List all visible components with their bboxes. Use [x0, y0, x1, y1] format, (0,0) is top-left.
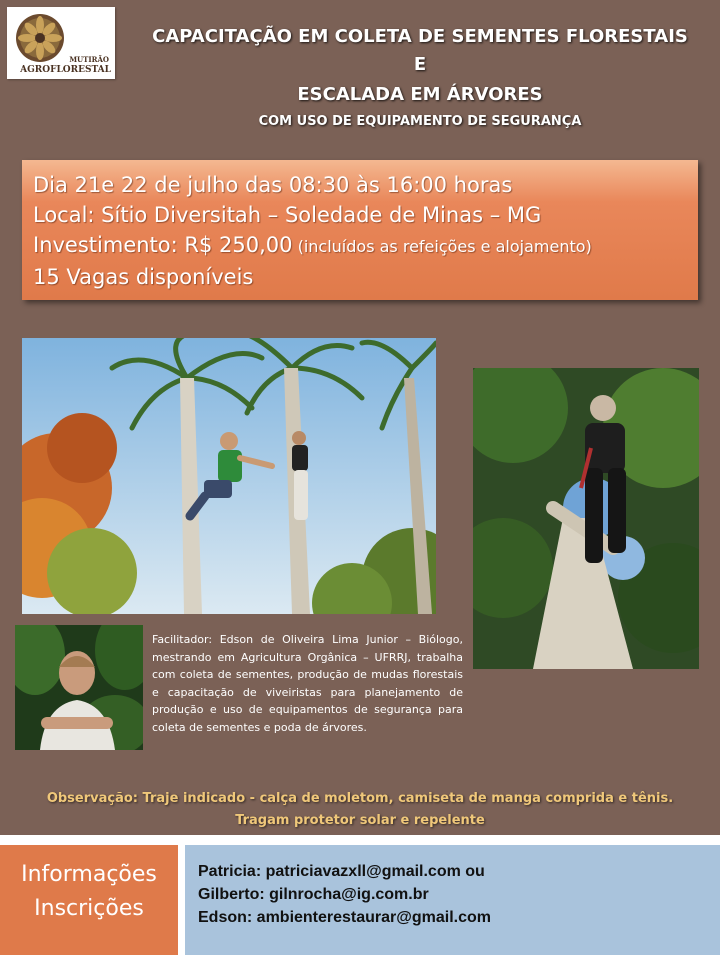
facilitator-description: Facilitador: Edson de Oliveira Lima Junior – Biólogo, mestrando em Agricultura Orgânica – UFRRJ, trabalha com coleta de sementes, produção de mudas florestais e capacitação de viveiristas para planejamento de produção e uso de equipamentos de segurança para coleta de sementes e poda de árvores. — [152, 633, 463, 734]
observation-note — [0, 788, 720, 832]
investment-note: (incluídos as refeições e alojamento) — [292, 237, 592, 256]
title-line-3: ESCALADA EM ÁRVORES — [297, 84, 543, 105]
contact-gilberto[interactable]: Gilberto: gilnrocha@ig.com.br — [198, 886, 429, 903]
title-subtitle: COM USO DE EQUIPAMENTO DE SEGURANÇA — [258, 114, 582, 129]
event-location: Local: Sítio Diversitah – Soledade de Minas – MG — [33, 203, 542, 227]
title-line-2: E — [413, 54, 427, 75]
footer-contacts — [185, 845, 720, 955]
page-title — [120, 25, 720, 131]
title-line-1: CAPACITAÇÃO EM COLETA DE SEMENTES FLORESTAIS — [152, 26, 688, 47]
event-date: Dia 21e 22 de julho das 08:30 às 16:00 horas — [33, 173, 513, 197]
logo-line-2: AGROFLORESTAL — [20, 65, 111, 75]
logo-line-1: MUTIRÃO — [69, 55, 109, 64]
event-details-box — [22, 160, 698, 300]
photo-facilitator-portrait — [15, 625, 143, 750]
event-investment — [33, 230, 698, 262]
photo-tree-climber — [473, 368, 699, 669]
contact-patricia[interactable]: Patricia: patriciavazxll@gmail.com ou — [198, 863, 485, 880]
footer-label-registration: Inscrições — [34, 896, 144, 921]
contact-edson[interactable]: Edson: ambienterestaurar@gmail.com — [198, 909, 492, 926]
investment-price: Investimento: R$ 250,00 — [33, 233, 293, 257]
footer-label-info: Informações — [21, 862, 157, 887]
logo — [7, 7, 115, 79]
logo-wordmark — [20, 55, 111, 75]
observation-line-2: Tragam protetor solar e repelente — [235, 813, 485, 828]
photo-palm-climbing — [22, 338, 436, 614]
observation-line-1: Observação: Traje indicado - calça de moletom, camiseta de manga comprida e tênis. — [46, 791, 674, 806]
footer-info-label — [0, 845, 178, 955]
event-vacancies: 15 Vagas disponíveis — [33, 265, 254, 289]
